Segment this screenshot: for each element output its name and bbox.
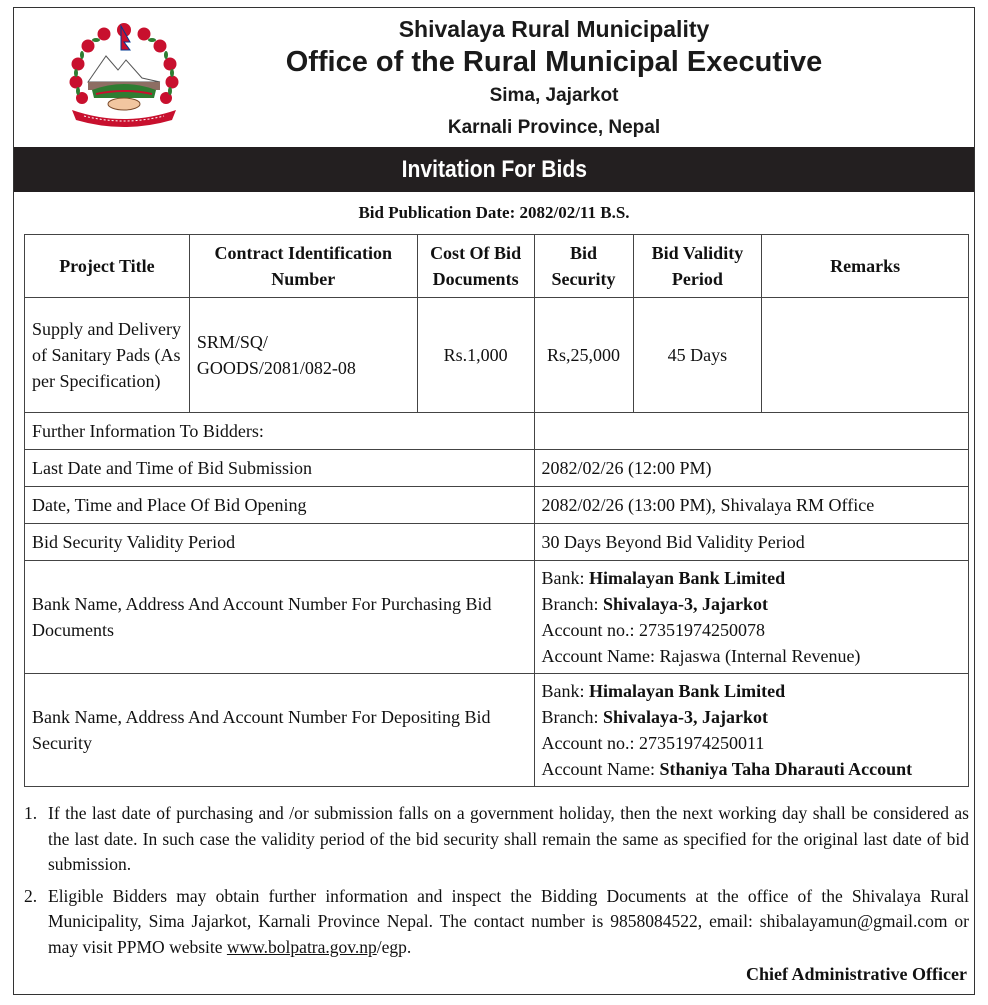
header-remarks: Remarks <box>762 235 969 298</box>
table-row <box>25 561 969 674</box>
row-label: Last Date and Time of Bid Submission <box>25 450 535 487</box>
further-info-value <box>534 413 968 450</box>
table-row <box>25 450 969 487</box>
notice-title: Invitation For Bids <box>401 156 587 183</box>
note-number: 2. <box>24 885 38 906</box>
row-value: 30 Days Beyond Bid Validity Period <box>534 524 968 561</box>
account-number: Account no.: 27351974250078 <box>541 620 766 640</box>
branch-name: Shivalaya-3, Jajarkot <box>603 594 769 614</box>
row-label: Date, Time and Place Of Bid Opening <box>25 487 535 524</box>
bank-name: Himalayan Bank Limited <box>589 681 786 701</box>
further-info-label: Further Information To Bidders: <box>25 413 535 450</box>
bank-name: Himalayan Bank Limited <box>589 568 786 588</box>
account-name-prefix: Account Name: <box>541 759 660 779</box>
header-security: Bid Security <box>534 235 633 298</box>
project-title: Supply and Delivery of Sanitary Pads (As per Specification) <box>25 298 190 413</box>
branch-prefix: Branch: <box>541 594 604 614</box>
list-item <box>24 801 969 878</box>
account-number: Account no.: 27351974250011 <box>541 733 765 753</box>
header-cost: Cost Of Bid Documents <box>417 235 534 298</box>
list-item <box>24 884 969 961</box>
header-validity: Bid Validity Period <box>633 235 762 298</box>
province-line: Karnali Province, Nepal <box>447 117 661 138</box>
note-text-after: /egp. <box>376 936 412 957</box>
bank-purchase-label: Bank Name, Address And Account Number For Purchasing Bid Documents <box>25 561 535 674</box>
notice-frame <box>13 7 975 995</box>
table-row <box>25 298 969 413</box>
bank-deposit-details <box>534 674 968 787</box>
account-name: Sthaniya Taha Dharauti Account <box>659 759 913 779</box>
publication-date: Bid Publication Date: 2082/02/11 B.S. <box>358 203 630 222</box>
bid-validity: 45 Days <box>633 298 762 413</box>
signature-title: Chief Administrative Officer <box>746 964 967 984</box>
location-line: Sima, Jajarkot <box>489 85 619 106</box>
note-text-before: Eligible Bidders may obtain further information and inspect the Bidding Documents at the office of the Shivalaya Rural Municipality, Sima Jajarkot, Karnali Province Nepal. The contact number is 9858084522, email: shibalayamun@gmail.com or may visit PPMO website <box>48 885 969 957</box>
remarks <box>762 298 969 413</box>
table-row <box>25 487 969 524</box>
branch-name: Shivalaya-3, Jajarkot <box>603 707 769 727</box>
office-name: Office of the Rural Municipal Executive <box>285 46 823 78</box>
note-number: 1. <box>24 803 38 823</box>
bid-security: Rs,25,000 <box>534 298 633 413</box>
municipality-name: Shivalaya Rural Municipality <box>398 16 710 42</box>
row-value: 2082/02/26 (12:00 PM) <box>534 450 968 487</box>
header-text <box>134 14 974 142</box>
table-row <box>25 524 969 561</box>
bid-document-cost: Rs.1,000 <box>417 298 534 413</box>
notice-title-banner <box>14 147 974 192</box>
row-label: Bid Security Validity Period <box>25 524 535 561</box>
table-header-row <box>25 235 969 298</box>
table-row <box>25 413 969 450</box>
account-name-prefix: Account Name: <box>541 646 660 666</box>
bank-deposit-label: Bank Name, Address And Account Number For Depositing Bid Security <box>25 674 535 787</box>
contract-id: SRM/SQ/ GOODS/2081/082-08 <box>189 298 417 413</box>
notes-list <box>24 801 969 966</box>
note-text: If the last date of purchasing and /or submission falls on a government holiday, then the next working day shall be considered as the last date. In such case the validity period of the bid security shall remain the same as specified for the original last date of bid submission. <box>48 803 969 874</box>
header-contract-id: Contract Identification Number <box>189 235 417 298</box>
row-value: 2082/02/26 (13:00 PM), Shivalaya RM Office <box>534 487 968 524</box>
table-row <box>25 674 969 787</box>
bank-purchase-details <box>534 561 968 674</box>
notice-header <box>14 8 974 148</box>
note-text <box>48 884 969 961</box>
bank-prefix: Bank: <box>541 568 590 588</box>
account-name: Rajaswa (Internal Revenue) <box>659 646 861 666</box>
bank-prefix: Bank: <box>541 681 590 701</box>
header-project-title: Project Title <box>25 235 190 298</box>
bid-table <box>24 234 969 787</box>
branch-prefix: Branch: <box>541 707 604 727</box>
ppmo-website-link[interactable]: www.bolpatra.gov.np <box>226 936 377 957</box>
